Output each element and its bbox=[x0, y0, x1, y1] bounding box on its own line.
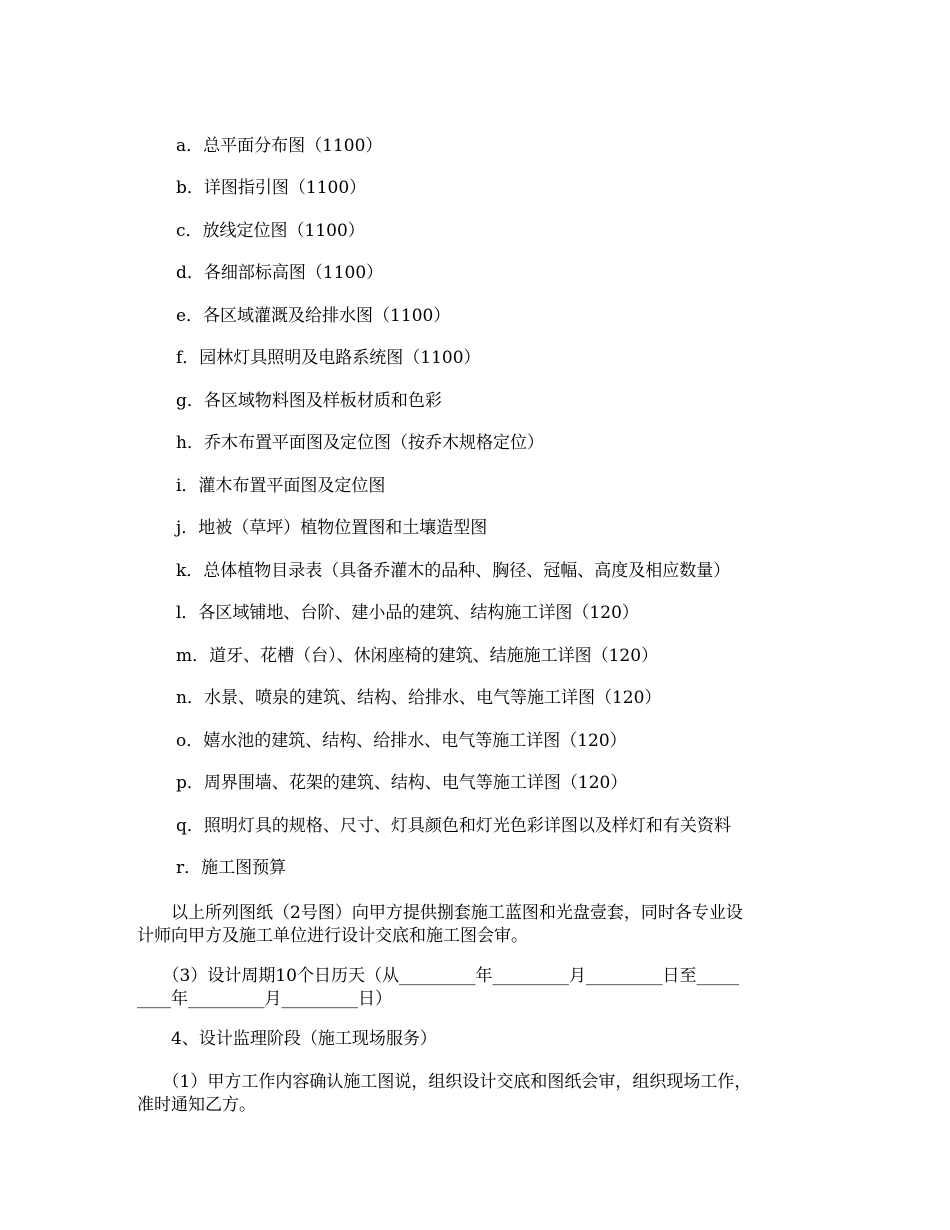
list-item: n．水景、喷泉的建筑、结构、给排水、电气等施工详图（120） bbox=[176, 688, 662, 708]
list-item: c．放线定位图（1100） bbox=[176, 221, 365, 241]
paragraph-line: 准时通知乙方。 bbox=[137, 1095, 256, 1115]
list-item: j．地被（草坪）植物位置图和土壤造型图 bbox=[176, 518, 488, 538]
list-item: m．道牙、花槽（台）、休闲座椅的建筑、结施施工详图（120） bbox=[176, 646, 659, 666]
paragraph-line: ____年_________月_________日） bbox=[137, 989, 392, 1009]
paragraph-design-period bbox=[137, 965, 811, 1011]
list-item: b．详图指引图（1100） bbox=[176, 178, 367, 198]
paragraph-line: 计师向甲方及施工单位进行设计交底和施工图会审。 bbox=[137, 926, 528, 946]
list-item: g．各区域物料图及样板材质和色彩 bbox=[176, 391, 442, 411]
list-item: i．灌木布置平面图及定位图 bbox=[176, 476, 386, 496]
list-item: l．各区域铺地、台阶、建小品的建筑、结构施工详图（120） bbox=[176, 603, 639, 623]
list-item: p．周界围墙、花架的建筑、结构、电气等施工详图（120） bbox=[176, 773, 628, 793]
paragraph-drawings bbox=[137, 902, 811, 948]
list-item: r．施工图预算 bbox=[176, 858, 287, 878]
list-item: d．各细部标高图（1100） bbox=[176, 263, 384, 283]
list-item: h．乔木布置平面图及定位图（按乔木规格定位） bbox=[176, 433, 544, 453]
paragraph-line: （1）甲方工作内容确认施工图说，组织设计交底和图纸会审，组织现场工作， bbox=[137, 1072, 752, 1092]
list-item: q．照明灯具的规格、尺寸、灯具颜色和灯光色彩详图以及样灯和有关资料 bbox=[176, 816, 731, 836]
list-item: f．园林灯具照明及电路系统图（1100） bbox=[176, 348, 481, 368]
section-heading: 4、设计监理阶段（施工现场服务） bbox=[137, 1029, 437, 1049]
list-item: e．各区域灌溉及给排水图（1100） bbox=[176, 306, 451, 326]
paragraph-party-a bbox=[137, 1071, 811, 1117]
paragraph-line: （3）设计周期10个日历天（从_________年_________月_________日至_____ bbox=[137, 966, 739, 986]
paragraph-line: 以上所列图纸（2号图）向甲方提供捌套施工蓝图和光盘壹套，同时各专业设 bbox=[137, 903, 743, 923]
list-item: a．总平面分布图（1100） bbox=[176, 136, 383, 156]
list-item: o．嬉水池的建筑、结构、给排水、电气等施工详图（120） bbox=[176, 731, 627, 751]
list-item: k．总体植物目录表（具备乔灌木的品种、胸径、冠幅、高度及相应数量） bbox=[176, 561, 731, 581]
